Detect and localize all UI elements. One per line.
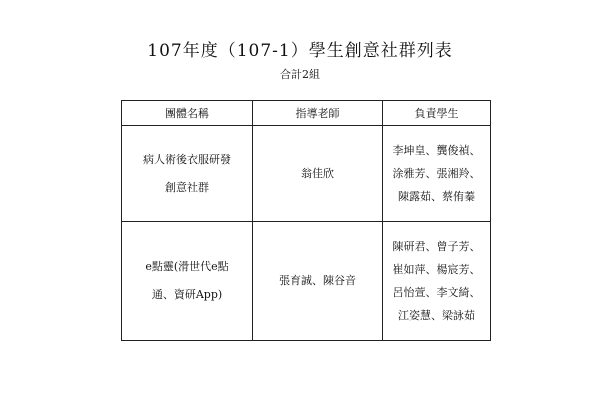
group-name-line: e點靈(滑世代e點 xyxy=(145,260,229,273)
table-row xyxy=(122,222,491,341)
header-advisor: 指導老師 xyxy=(253,101,383,126)
header-students: 負責學生 xyxy=(383,101,491,126)
header-group-name: 團體名稱 xyxy=(122,101,253,126)
group-count: 合計2組 xyxy=(280,68,320,81)
student-line: 崔如萍、楊宸芳、 xyxy=(392,263,481,276)
group-name-line: 病人術後衣服研發 xyxy=(143,152,231,166)
document-title: 107年度（107-1）學生創意社群列表 xyxy=(147,41,453,61)
advisor-cell xyxy=(253,126,383,222)
group-name-cell xyxy=(122,222,253,341)
student-line: 陳研君、曾子芳、 xyxy=(392,240,481,253)
students-cell xyxy=(383,126,491,222)
student-line: 李坤皇、龔俊禎、 xyxy=(392,144,481,157)
advisor-name: 翁佳欣 xyxy=(301,166,334,180)
group-name-line: 通、資研App) xyxy=(151,288,223,301)
table-header-row xyxy=(122,101,491,126)
student-line: 陳露茹、蔡侑蓁 xyxy=(398,190,475,203)
advisor-cell xyxy=(253,222,383,341)
table-row xyxy=(122,126,491,222)
group-name-cell xyxy=(122,126,253,222)
student-line: 江姿慧、梁詠茹 xyxy=(398,309,475,322)
advisor-name: 張育誠、陳谷音 xyxy=(279,274,356,287)
student-community-table xyxy=(121,100,491,341)
students-cell xyxy=(383,222,491,341)
student-line: 呂怡萱、李文綺、 xyxy=(392,286,481,299)
student-line: 涂雅芳、張湘羚、 xyxy=(392,167,481,180)
group-name-line: 創意社群 xyxy=(165,180,209,194)
